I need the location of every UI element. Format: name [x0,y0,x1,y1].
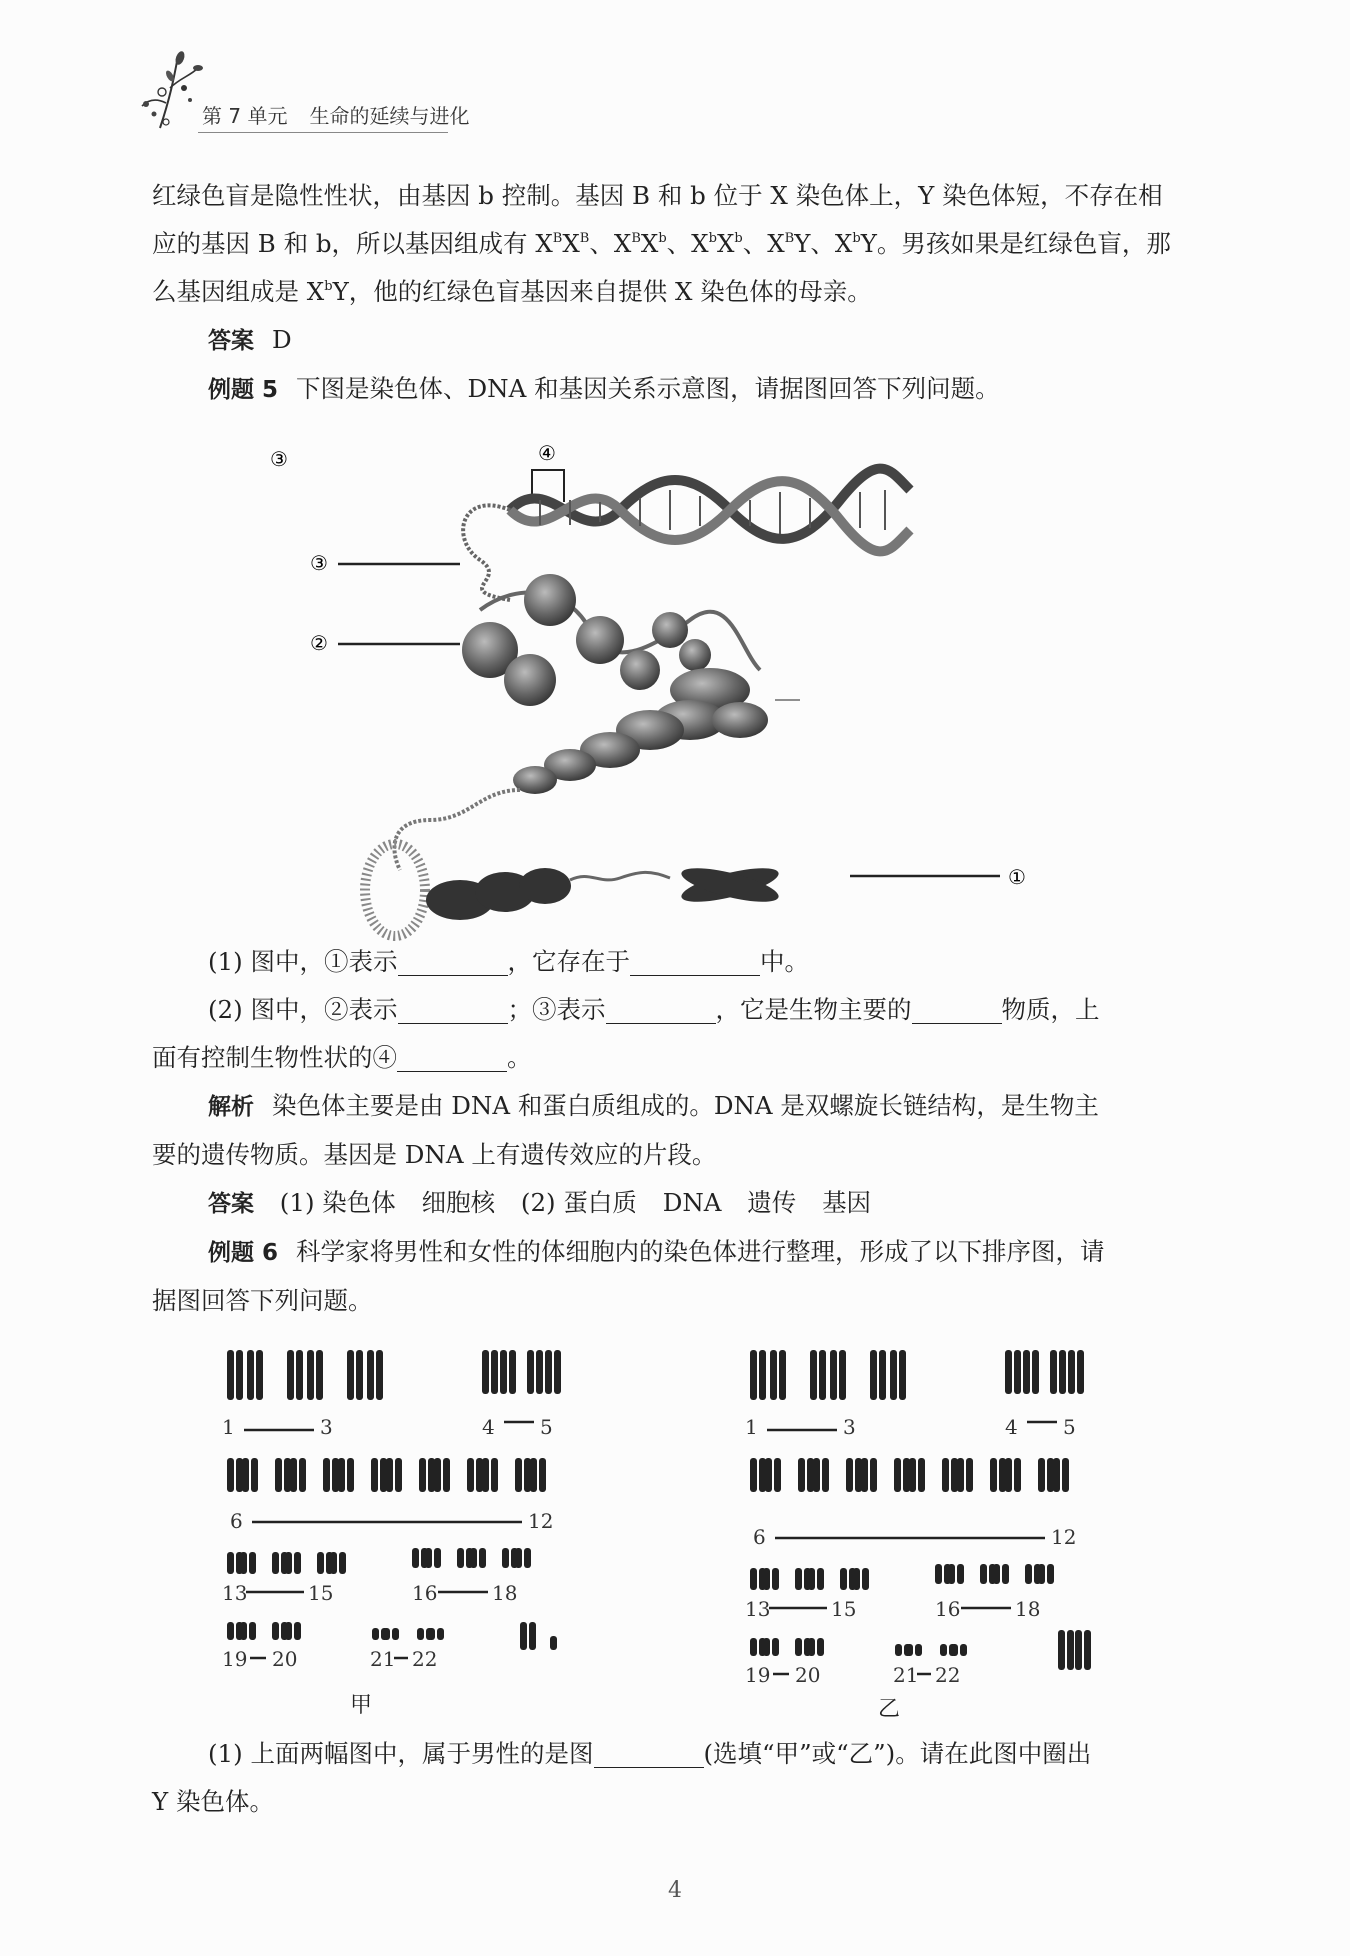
example-5-questions [152,938,1212,1325]
group-label: 12 [528,1509,554,1533]
karyotype-caption-left: 甲 [350,1693,373,1718]
chromosome [1038,1458,1054,1492]
answer-line: 答案 (1) 染色体 细胞核 (2) 蛋白质 DNA 遗传 基因 [208,1188,872,1217]
chromosome [1023,1350,1039,1394]
chromosome [1050,1350,1066,1394]
chromosome [290,1458,306,1492]
example-text: 下图是染色体、DNA 和基因关系示意图，请据图回答下列问题。 [296,374,1000,403]
group-label: 20 [272,1647,298,1671]
header-title [202,100,491,129]
chromosome [942,1458,958,1492]
chromosome [371,1458,387,1492]
answer-line [152,316,1212,365]
sex-chromosome-x [1075,1630,1091,1670]
chromosome [285,1622,301,1640]
group-label: 21 [370,1647,396,1671]
label-1-text: ① [1008,865,1026,889]
chromosome [765,1458,781,1492]
answer-blank[interactable] [606,993,716,1024]
chromosome [515,1458,531,1492]
group-label: 20 [795,1663,821,1687]
chromosome [951,1644,967,1656]
chromosome [909,1458,925,1492]
sex-chromosome-y [550,1636,557,1650]
group-label: 3 [843,1415,856,1439]
group-label: 13 [222,1581,248,1605]
chromosome [750,1350,766,1400]
answer-blank[interactable] [398,993,508,1024]
chromosome [425,1548,441,1568]
chromosome [330,1552,346,1574]
chromosome [383,1628,399,1640]
chromosome [808,1638,824,1656]
chromosome [434,1458,450,1492]
label-4: ④ [538,441,556,465]
text-line: 应的基因 B 和 b，所以基因组成有 $X^BX^B$、$X^BX^b$、$X^bX^b$、$X^BY$、$X^bY$。男孩如果是红绿色盲，那 [152,229,1171,258]
chromosome [763,1568,779,1590]
analysis-line: 解析 染色体主要是由 DNA 和蛋白质组成的。DNA 是双螺旋长链结构，是生物主 [208,1091,1099,1120]
label-3: ③ [270,447,288,471]
question-2-cont: 面有控制生物性状的④ 。 [152,1043,532,1072]
question-1: (1) 图中，①表示 ，它存在于 中。 [208,947,809,976]
dna-double-helix [510,469,910,552]
chromosome [386,1458,402,1492]
chromosome [861,1458,877,1492]
flower-logo-icon [140,48,210,138]
chromosome [1038,1564,1054,1584]
answer-blank[interactable] [630,945,760,976]
answer-blank[interactable] [397,1041,507,1072]
group-label: 18 [1015,1597,1041,1621]
answer-label: 答案 [208,1191,254,1217]
example-5-heading [152,365,1212,414]
chromosome [307,1350,323,1400]
sex-chromosome-x [520,1622,536,1650]
chromosome [500,1350,516,1394]
analysis-line: 要的遗传物质。基因是 DNA 上有遗传效应的片段。 [152,1140,717,1169]
example-6-question [152,1730,1212,1826]
chromosome [242,1458,258,1492]
group-label: 1 [222,1415,235,1439]
group-label: 15 [308,1581,334,1605]
answer-blank[interactable] [398,945,508,976]
chromosome [810,1350,826,1400]
group-label: 5 [540,1415,553,1439]
analysis-label: 解析 [208,1094,254,1120]
chromosome [227,1458,243,1492]
chromosome [240,1552,256,1574]
label-3-text: ③ [310,551,328,575]
group-label: 22 [412,1647,438,1671]
chromosome [275,1458,291,1492]
chromosome [830,1350,846,1400]
chromosome [240,1622,256,1640]
chromosome [470,1548,486,1568]
label-leaders-left [310,540,460,655]
group-label: 16 [412,1581,438,1605]
chromosome [894,1458,910,1492]
group-label: 1 [745,1415,758,1439]
condensed-segment [426,868,571,920]
chromosome-x-shape [679,861,782,908]
chromosome [870,1350,886,1400]
sex-chromosome-x [1058,1630,1074,1670]
chromosome [957,1458,973,1492]
chromosome [287,1350,303,1400]
question-1: (1) 上面两幅图中，属于男性的是图 (选填“甲”或“乙”)。请在此图中圈出 [208,1739,1092,1768]
example-label: 例题 6 [208,1240,279,1266]
answer-blank[interactable] [594,1737,704,1768]
chromosome [227,1350,243,1400]
chromosome [798,1458,814,1492]
analysis-paragraph [152,172,1212,414]
chromosome [428,1628,444,1640]
chromosome [770,1350,786,1400]
group-label: 21 [893,1663,919,1687]
question-1-cont: Y 染色体。 [152,1787,274,1816]
chromosome [948,1564,964,1584]
group-label: 12 [1051,1525,1077,1549]
text-line: 红绿色盲是隐性性状，由基因 b 控制。基因 B 和 b 位于 X 染色体上，Y 染色体短，不存在相 [152,181,1163,210]
chromosome [1053,1458,1069,1492]
chromosome [990,1458,1006,1492]
group-label: 13 [745,1597,771,1621]
karyotype-caption-right: 乙 [878,1697,901,1722]
chromosome [993,1564,1009,1584]
chromosome [367,1350,383,1400]
label-2-text: ② [310,631,328,655]
chromosome [763,1638,779,1656]
group-label: 5 [1063,1415,1076,1439]
chromosome [890,1350,906,1400]
group-label: 4 [482,1415,495,1439]
group-label: 6 [753,1525,766,1549]
chromosome [247,1350,263,1400]
chromosome [853,1568,869,1590]
chromosome [338,1458,354,1492]
group-label: 16 [935,1597,961,1621]
question-2: (2) 图中，②表示 ；③表示 ，它是生物主要的 物质，上 [208,995,1100,1024]
answer-value: D [272,325,292,354]
example-label: 例题 5 [208,377,279,403]
chromosome [808,1568,824,1590]
example-6-heading: 例题 6 科学家将男性和女性的体细胞内的染色体进行整理，形成了以下排序图，请 [208,1237,1105,1266]
label-leader-right [850,860,1050,900]
text-line: 么基因组成是 $X^bY$，他的红绿色盲基因来自提供 X 染色体的母亲。 [152,277,872,306]
unit-title: 生命的延续与进化 [309,104,470,128]
chromosome [846,1458,862,1492]
group-label: 15 [831,1597,857,1621]
chromosome [530,1458,546,1492]
chromosome [482,1458,498,1492]
group-label: 19 [745,1663,771,1687]
group-label: 19 [222,1647,248,1671]
unit-label: 第 7 单元 [202,104,288,128]
example-6-text: 据图回答下列问题。 [152,1286,373,1315]
answer-label: 答案 [208,328,254,354]
chromosome [545,1350,561,1394]
chromosome [419,1458,435,1492]
header-divider [198,132,448,133]
chromosome [467,1458,483,1492]
karyotype-figures [210,1330,1170,1730]
group-label: 3 [320,1415,333,1439]
group-label: 22 [935,1663,961,1687]
page-header [140,48,1220,138]
chromosome [482,1350,498,1394]
page-number: 4 [668,1878,682,1903]
chromosome [347,1350,363,1400]
chromosome [906,1644,922,1656]
group-label: 6 [230,1509,243,1533]
chromosome [323,1458,339,1492]
chromosome [813,1458,829,1492]
group-label: 4 [1005,1415,1018,1439]
chromosome [515,1548,531,1568]
chromosome [1068,1350,1084,1394]
group-label: 18 [492,1581,518,1605]
answer-blank[interactable] [912,993,1002,1024]
chromosome [1005,1350,1021,1394]
chromosome [285,1552,301,1574]
chromosome [1005,1458,1021,1492]
chromosome [527,1350,543,1394]
chromosome [750,1458,766,1492]
